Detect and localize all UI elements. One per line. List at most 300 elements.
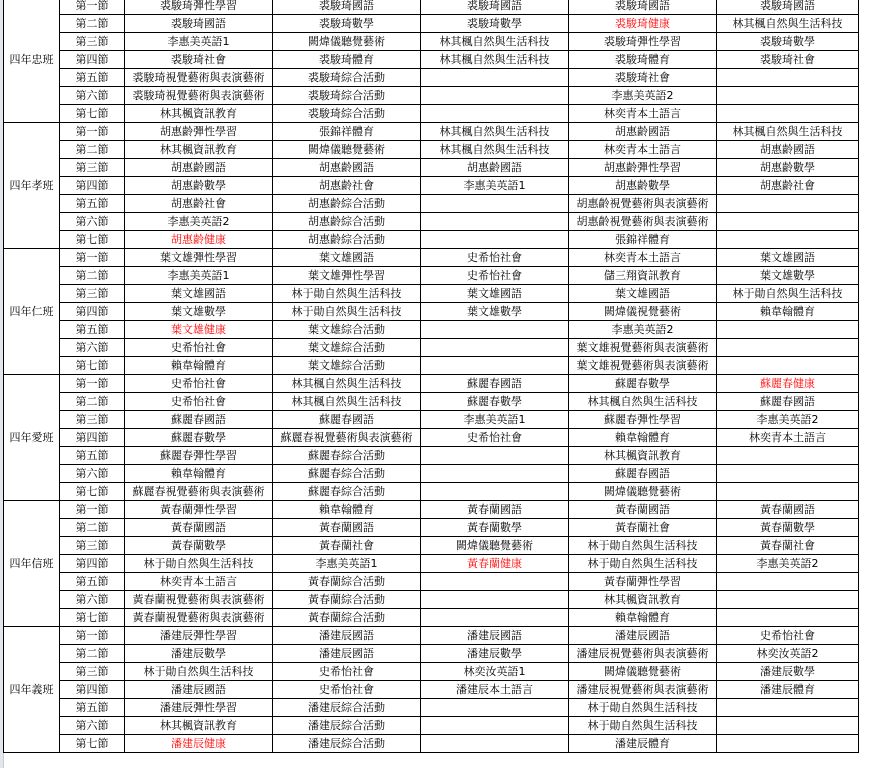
- day4-cell[interactable]: 胡惠齡視覺藝術與表演藝術: [569, 213, 717, 231]
- day1-cell[interactable]: 胡惠齡國語: [125, 159, 273, 177]
- period-cell[interactable]: 第五節: [60, 321, 125, 339]
- day5-cell[interactable]: [717, 609, 859, 627]
- day3-cell[interactable]: [421, 609, 569, 627]
- timetable-row: [4, 357, 859, 375]
- period-cell[interactable]: 第七節: [60, 357, 125, 375]
- day1-cell[interactable]: 林奕青本土語言: [125, 573, 273, 591]
- day4-cell[interactable]: 黃春蘭社會: [569, 519, 717, 537]
- period-cell[interactable]: 第二節: [60, 15, 125, 33]
- day4-cell[interactable]: 林于勛自然與生活科技: [569, 537, 717, 555]
- day1-cell[interactable]: 賴韋翰體育: [125, 465, 273, 483]
- timetable-row: [4, 519, 859, 537]
- timetable-row: [4, 231, 859, 249]
- day3-cell[interactable]: 裘駿琦數學: [421, 15, 569, 33]
- period-cell[interactable]: 第二節: [60, 267, 125, 285]
- day3-cell[interactable]: [421, 339, 569, 357]
- timetable-row: [4, 375, 859, 393]
- day5-cell[interactable]: [717, 339, 859, 357]
- class-name-cell[interactable]: 四年愛班: [4, 375, 60, 501]
- day4-cell[interactable]: 黃春蘭彈性學習: [569, 573, 717, 591]
- day5-cell[interactable]: [717, 357, 859, 375]
- day1-cell[interactable]: 葉文雄彈性學習: [125, 249, 273, 267]
- timetable-row: [4, 213, 859, 231]
- day3-cell[interactable]: [421, 105, 569, 123]
- day3-cell[interactable]: 闕煒儀聽覺藝術: [421, 537, 569, 555]
- day4-cell[interactable]: 蘇麗春彈性學習: [569, 411, 717, 429]
- day1-cell[interactable]: 潘建辰彈性學習: [125, 699, 273, 717]
- period-cell[interactable]: 第七節: [60, 735, 125, 753]
- day4-cell[interactable]: 潘建辰視覺藝術與表演藝術: [569, 681, 717, 699]
- day4-cell[interactable]: 李惠美英語2: [569, 87, 717, 105]
- day3-cell[interactable]: [421, 447, 569, 465]
- timetable-row: [4, 141, 859, 159]
- day4-cell[interactable]: 裘駿琦社會: [569, 69, 717, 87]
- day5-cell[interactable]: 胡惠齡數學: [717, 159, 859, 177]
- day2-cell[interactable]: 葉文雄國語: [273, 249, 421, 267]
- day3-cell[interactable]: 史希怡社會: [421, 429, 569, 447]
- period-cell[interactable]: 第七節: [60, 105, 125, 123]
- day3-cell[interactable]: [421, 69, 569, 87]
- day2-cell[interactable]: 胡惠齡社會: [273, 177, 421, 195]
- day3-cell[interactable]: [421, 591, 569, 609]
- day1-cell[interactable]: 裘駿琦社會: [125, 51, 273, 69]
- day2-cell[interactable]: 裘駿琦綜合活動: [273, 105, 421, 123]
- timetable-row: [4, 267, 859, 285]
- day5-cell[interactable]: 林其楓自然與生活科技: [717, 15, 859, 33]
- day1-cell[interactable]: 林于勛自然與生活科技: [125, 663, 273, 681]
- day4-cell[interactable]: 賴韋翰體育: [569, 429, 717, 447]
- day3-cell[interactable]: 蘇麗春國語: [421, 375, 569, 393]
- day3-cell[interactable]: 史希怡社會: [421, 267, 569, 285]
- day3-cell[interactable]: 林其楓自然與生活科技: [421, 33, 569, 51]
- period-cell[interactable]: 第一節: [60, 123, 125, 141]
- day3-cell[interactable]: [421, 87, 569, 105]
- day5-cell[interactable]: 葉文雄國語: [717, 249, 859, 267]
- day3-cell[interactable]: [421, 699, 569, 717]
- day2-cell[interactable]: 潘建辰綜合活動: [273, 735, 421, 753]
- timetable-row: [4, 249, 859, 267]
- period-cell[interactable]: 第六節: [60, 717, 125, 735]
- timetable-row: [4, 681, 859, 699]
- day4-cell[interactable]: 胡惠齡彈性學習: [569, 159, 717, 177]
- day5-cell[interactable]: [717, 231, 859, 249]
- day4-cell[interactable]: 葉文雄視覺藝術與表演藝術: [569, 357, 717, 375]
- day2-cell[interactable]: 史希怡社會: [273, 663, 421, 681]
- day5-cell[interactable]: [717, 447, 859, 465]
- day2-cell[interactable]: 胡惠齡綜合活動: [273, 195, 421, 213]
- day1-cell[interactable]: 裘駿琦彈性學習: [125, 0, 273, 15]
- timetable-row: [4, 105, 859, 123]
- day3-cell[interactable]: 潘建辰本土語言: [421, 681, 569, 699]
- day3-cell[interactable]: 林其楓自然與生活科技: [421, 141, 569, 159]
- day4-cell[interactable]: 裘駿琦健康: [569, 15, 717, 33]
- day4-cell[interactable]: 裘駿琦體育: [569, 51, 717, 69]
- day5-cell[interactable]: 裘駿琦國語: [717, 0, 859, 15]
- day4-cell[interactable]: 林于勛自然與生活科技: [569, 717, 717, 735]
- timetable-row: [4, 429, 859, 447]
- day2-cell[interactable]: 林其楓自然與生活科技: [273, 393, 421, 411]
- day5-cell[interactable]: 葉文雄數學: [717, 267, 859, 285]
- timetable-row: [4, 33, 859, 51]
- timetable-row: [4, 717, 859, 735]
- day1-cell[interactable]: 胡惠齡社會: [125, 195, 273, 213]
- period-cell[interactable]: 第五節: [60, 447, 125, 465]
- day3-cell[interactable]: 葉文雄數學: [421, 303, 569, 321]
- day2-cell[interactable]: 黃春蘭國語: [273, 519, 421, 537]
- timetable-row: [4, 51, 859, 69]
- day1-cell[interactable]: 李惠美英語1: [125, 267, 273, 285]
- period-cell[interactable]: 第三節: [60, 537, 125, 555]
- day4-cell[interactable]: 胡惠齡視覺藝術與表演藝術: [569, 195, 717, 213]
- period-cell[interactable]: 第六節: [60, 465, 125, 483]
- timetable-row: [4, 699, 859, 717]
- timetable-row: [4, 87, 859, 105]
- day1-cell[interactable]: 史希怡社會: [125, 393, 273, 411]
- period-cell[interactable]: 第二節: [60, 141, 125, 159]
- day4-cell[interactable]: 蘇麗春國語: [569, 465, 717, 483]
- day5-cell[interactable]: 黃春蘭數學: [717, 519, 859, 537]
- class-name-cell[interactable]: 四年義班: [4, 627, 60, 753]
- period-cell[interactable]: 第三節: [60, 411, 125, 429]
- period-cell[interactable]: 第二節: [60, 519, 125, 537]
- day1-cell[interactable]: 裘駿琦視覺藝術與表演藝術: [125, 87, 273, 105]
- day2-cell[interactable]: 蘇麗春視覺藝術與表演藝術: [273, 429, 421, 447]
- day1-cell[interactable]: 蘇麗春視覺藝術與表演藝術: [125, 483, 273, 501]
- day5-cell[interactable]: 胡惠齡社會: [717, 177, 859, 195]
- day1-cell[interactable]: 葉文雄數學: [125, 303, 273, 321]
- day4-cell[interactable]: 葉文雄國語: [569, 285, 717, 303]
- period-cell[interactable]: 第一節: [60, 0, 125, 15]
- day5-cell[interactable]: [717, 69, 859, 87]
- day2-cell[interactable]: 蘇麗春國語: [273, 411, 421, 429]
- day3-cell[interactable]: 潘建辰國語: [421, 627, 569, 645]
- timetable-row: [4, 69, 859, 87]
- day5-cell[interactable]: 李惠美英語2: [717, 555, 859, 573]
- day4-cell[interactable]: 闕煒儀聽覺藝術: [569, 663, 717, 681]
- period-cell[interactable]: 第七節: [60, 609, 125, 627]
- period-cell[interactable]: 第一節: [60, 375, 125, 393]
- period-cell[interactable]: 第三節: [60, 663, 125, 681]
- day1-cell[interactable]: 葉文雄國語: [125, 285, 273, 303]
- day5-cell[interactable]: [717, 105, 859, 123]
- period-cell[interactable]: 第七節: [60, 483, 125, 501]
- period-cell[interactable]: 第六節: [60, 339, 125, 357]
- day1-cell[interactable]: 蘇麗春彈性學習: [125, 447, 273, 465]
- day5-cell[interactable]: [717, 591, 859, 609]
- day3-cell[interactable]: [421, 483, 569, 501]
- day4-cell[interactable]: 儲三翔資訊教育: [569, 267, 717, 285]
- class-name-cell[interactable]: 四年孝班: [4, 123, 60, 249]
- day3-cell[interactable]: 潘建辰數學: [421, 645, 569, 663]
- day3-cell[interactable]: 史希怡社會: [421, 249, 569, 267]
- day5-cell[interactable]: 林于勛自然與生活科技: [717, 285, 859, 303]
- timetable-row: [4, 321, 859, 339]
- day5-cell[interactable]: 黃春蘭國語: [717, 501, 859, 519]
- day2-cell[interactable]: 潘建辰國語: [273, 627, 421, 645]
- day3-cell[interactable]: [421, 231, 569, 249]
- period-cell[interactable]: 第六節: [60, 213, 125, 231]
- day4-cell[interactable]: 蘇麗春數學: [569, 375, 717, 393]
- day2-cell[interactable]: 裘駿琦綜合活動: [273, 87, 421, 105]
- period-cell[interactable]: 第四節: [60, 681, 125, 699]
- timetable-grid: [3, 0, 859, 753]
- timetable-row: [4, 393, 859, 411]
- timetable-row: [4, 627, 859, 645]
- day3-cell[interactable]: 李惠美英語1: [421, 177, 569, 195]
- day5-cell[interactable]: 裘駿琦社會: [717, 51, 859, 69]
- period-cell[interactable]: 第二節: [60, 393, 125, 411]
- timetable-row: [4, 591, 859, 609]
- day1-cell[interactable]: 胡惠齡數學: [125, 177, 273, 195]
- day4-cell[interactable]: 林其楓資訊教育: [569, 447, 717, 465]
- period-cell[interactable]: 第四節: [60, 51, 125, 69]
- day2-cell[interactable]: 葉文雄綜合活動: [273, 339, 421, 357]
- day5-cell[interactable]: 林奕青本土語言: [717, 429, 859, 447]
- day1-cell[interactable]: 潘建辰國語: [125, 681, 273, 699]
- day3-cell[interactable]: [421, 573, 569, 591]
- day1-cell[interactable]: 黃春蘭彈性學習: [125, 501, 273, 519]
- day4-cell[interactable]: 黃春蘭國語: [569, 501, 717, 519]
- day5-cell[interactable]: 胡惠齡國語: [717, 141, 859, 159]
- period-cell[interactable]: 第五節: [60, 573, 125, 591]
- day1-cell[interactable]: 林其楓資訊教育: [125, 105, 273, 123]
- day2-cell[interactable]: 潘建辰綜合活動: [273, 717, 421, 735]
- period-cell[interactable]: 第一節: [60, 627, 125, 645]
- day5-cell[interactable]: [717, 699, 859, 717]
- day2-cell[interactable]: 蘇麗春綜合活動: [273, 447, 421, 465]
- day5-cell[interactable]: 潘建辰數學: [717, 663, 859, 681]
- day4-cell[interactable]: 賴韋翰體育: [569, 609, 717, 627]
- day4-cell[interactable]: 林其楓資訊教育: [569, 591, 717, 609]
- period-cell[interactable]: 第三節: [60, 285, 125, 303]
- day3-cell[interactable]: [421, 717, 569, 735]
- day4-cell[interactable]: 張錦祥體育: [569, 231, 717, 249]
- day2-cell[interactable]: 裘駿琦體育: [273, 51, 421, 69]
- timetable-row: [4, 573, 859, 591]
- timetable-row: [4, 483, 859, 501]
- day3-cell[interactable]: [421, 465, 569, 483]
- period-cell[interactable]: 第三節: [60, 159, 125, 177]
- day5-cell[interactable]: 史希怡社會: [717, 627, 859, 645]
- day5-cell[interactable]: 林奕汝英語2: [717, 645, 859, 663]
- day2-cell[interactable]: 蘇麗春綜合活動: [273, 465, 421, 483]
- day1-cell[interactable]: 潘建辰健康: [125, 735, 273, 753]
- day2-cell[interactable]: 葉文雄彈性學習: [273, 267, 421, 285]
- day3-cell[interactable]: 蘇麗春數學: [421, 393, 569, 411]
- day5-cell[interactable]: 林其楓自然與生活科技: [717, 123, 859, 141]
- day5-cell[interactable]: [717, 321, 859, 339]
- day3-cell[interactable]: 李惠美英語1: [421, 411, 569, 429]
- timetable-row: [4, 285, 859, 303]
- day2-cell[interactable]: 賴韋翰體育: [273, 501, 421, 519]
- day3-cell[interactable]: 裘駿琦國語: [421, 0, 569, 15]
- day2-cell[interactable]: 胡惠齡綜合活動: [273, 213, 421, 231]
- period-cell[interactable]: 第六節: [60, 591, 125, 609]
- period-cell[interactable]: 第五節: [60, 699, 125, 717]
- day3-cell[interactable]: [421, 213, 569, 231]
- period-cell[interactable]: 第四節: [60, 177, 125, 195]
- day5-cell[interactable]: 蘇麗春國語: [717, 393, 859, 411]
- day5-cell[interactable]: [717, 573, 859, 591]
- day1-cell[interactable]: 胡惠齡健康: [125, 231, 273, 249]
- day5-cell[interactable]: 李惠美英語2: [717, 411, 859, 429]
- timetable-row: [4, 735, 859, 753]
- day1-cell[interactable]: 潘建辰彈性學習: [125, 627, 273, 645]
- class-name-cell[interactable]: 四年仁班: [4, 249, 60, 375]
- period-cell[interactable]: 第三節: [60, 33, 125, 51]
- day1-cell[interactable]: 林于勛自然與生活科技: [125, 555, 273, 573]
- day3-cell[interactable]: 黃春蘭健康: [421, 555, 569, 573]
- day1-cell[interactable]: 黃春蘭視覺藝術與表演藝術: [125, 591, 273, 609]
- timetable-row: [4, 159, 859, 177]
- timetable-row: [4, 303, 859, 321]
- day2-cell[interactable]: 黃春蘭綜合活動: [273, 609, 421, 627]
- day2-cell[interactable]: 林于勛自然與生活科技: [273, 285, 421, 303]
- period-cell[interactable]: 第五節: [60, 69, 125, 87]
- day5-cell[interactable]: 潘建辰體育: [717, 681, 859, 699]
- timetable-row: [4, 195, 859, 213]
- day1-cell[interactable]: 史希怡社會: [125, 375, 273, 393]
- day5-cell[interactable]: [717, 213, 859, 231]
- day3-cell[interactable]: [421, 357, 569, 375]
- day3-cell[interactable]: [421, 321, 569, 339]
- day4-cell[interactable]: 林其楓自然與生活科技: [569, 393, 717, 411]
- day5-cell[interactable]: [717, 717, 859, 735]
- day2-cell[interactable]: 葉文雄綜合活動: [273, 321, 421, 339]
- day1-cell[interactable]: 李惠美英語2: [125, 213, 273, 231]
- day4-cell[interactable]: 裘駿琦彈性學習: [569, 33, 717, 51]
- day1-cell[interactable]: 裘駿琦視覺藝術與表演藝術: [125, 69, 273, 87]
- timetable-row: [4, 15, 859, 33]
- day3-cell[interactable]: 葉文雄國語: [421, 285, 569, 303]
- day2-cell[interactable]: 黃春蘭綜合活動: [273, 591, 421, 609]
- period-cell[interactable]: 第四節: [60, 303, 125, 321]
- day4-cell[interactable]: 闕煒儀視覺藝術: [569, 303, 717, 321]
- period-cell[interactable]: 第六節: [60, 87, 125, 105]
- timetable-row: [4, 537, 859, 555]
- day4-cell[interactable]: 林于勛自然與生活科技: [569, 699, 717, 717]
- day5-cell[interactable]: [717, 735, 859, 753]
- day2-cell[interactable]: 闕煒儀聽覺藝術: [273, 33, 421, 51]
- day5-cell[interactable]: 賴韋翰體育: [717, 303, 859, 321]
- day3-cell[interactable]: [421, 735, 569, 753]
- timetable-row: [4, 177, 859, 195]
- day2-cell[interactable]: 裘駿琦國語: [273, 0, 421, 15]
- class-name-cell[interactable]: 四年信班: [4, 501, 60, 627]
- day2-cell[interactable]: 林于勛自然與生活科技: [273, 303, 421, 321]
- period-cell[interactable]: 第一節: [60, 501, 125, 519]
- timetable-row: [4, 609, 859, 627]
- day4-cell[interactable]: 裘駿琦國語: [569, 0, 717, 15]
- timetable-row: [4, 339, 859, 357]
- period-cell[interactable]: 第七節: [60, 231, 125, 249]
- day4-cell[interactable]: 潘建辰視覺藝術與表演藝術: [569, 645, 717, 663]
- day5-cell[interactable]: [717, 465, 859, 483]
- day3-cell[interactable]: 胡惠齡國語: [421, 159, 569, 177]
- period-cell[interactable]: 第五節: [60, 195, 125, 213]
- timetable-row: [4, 123, 859, 141]
- day2-cell[interactable]: 李惠美英語1: [273, 555, 421, 573]
- day4-cell[interactable]: 闕煒儀聽覺藝術: [569, 483, 717, 501]
- timetable-row: [4, 447, 859, 465]
- period-cell[interactable]: 第一節: [60, 249, 125, 267]
- day2-cell[interactable]: 林其楓自然與生活科技: [273, 375, 421, 393]
- day5-cell[interactable]: 裘駿琦數學: [717, 33, 859, 51]
- day4-cell[interactable]: 林奕青本土語言: [569, 105, 717, 123]
- day5-cell[interactable]: 黃春蘭社會: [717, 537, 859, 555]
- period-cell[interactable]: 第四節: [60, 429, 125, 447]
- day1-cell[interactable]: 黃春蘭視覺藝術與表演藝術: [125, 609, 273, 627]
- timetable-row: [4, 555, 859, 573]
- class-name-cell[interactable]: 四年忠班: [4, 0, 60, 123]
- period-cell[interactable]: 第四節: [60, 555, 125, 573]
- day4-cell[interactable]: 李惠美英語2: [569, 321, 717, 339]
- day3-cell[interactable]: 林其楓自然與生活科技: [421, 123, 569, 141]
- day2-cell[interactable]: 黃春蘭社會: [273, 537, 421, 555]
- day1-cell[interactable]: 賴韋翰體育: [125, 357, 273, 375]
- day2-cell[interactable]: 潘建辰綜合活動: [273, 699, 421, 717]
- day2-cell[interactable]: 張錦祥體育: [273, 123, 421, 141]
- day2-cell[interactable]: 黃春蘭綜合活動: [273, 573, 421, 591]
- day2-cell[interactable]: 闕煒儀聽覺藝術: [273, 141, 421, 159]
- day2-cell[interactable]: 裘駿琦數學: [273, 15, 421, 33]
- day3-cell[interactable]: [421, 195, 569, 213]
- day2-cell[interactable]: 葉文雄綜合活動: [273, 357, 421, 375]
- day2-cell[interactable]: 裘駿琦綜合活動: [273, 69, 421, 87]
- day1-cell[interactable]: 胡惠齡彈性學習: [125, 123, 273, 141]
- day1-cell[interactable]: 蘇麗春國語: [125, 411, 273, 429]
- day4-cell[interactable]: 胡惠齡國語: [569, 123, 717, 141]
- timetable-row: [4, 411, 859, 429]
- day1-cell[interactable]: 裘駿琦國語: [125, 15, 273, 33]
- day1-cell[interactable]: 黃春蘭國語: [125, 519, 273, 537]
- day1-cell[interactable]: 史希怡社會: [125, 339, 273, 357]
- day4-cell[interactable]: 葉文雄視覺藝術與表演藝術: [569, 339, 717, 357]
- day4-cell[interactable]: 林奕青本土語言: [569, 249, 717, 267]
- day4-cell[interactable]: 潘建辰體育: [569, 735, 717, 753]
- timetable-row: [4, 663, 859, 681]
- day2-cell[interactable]: 潘建辰國語: [273, 645, 421, 663]
- day2-cell[interactable]: 蘇麗春綜合活動: [273, 483, 421, 501]
- day2-cell[interactable]: 胡惠齡國語: [273, 159, 421, 177]
- day4-cell[interactable]: 林奕青本土語言: [569, 141, 717, 159]
- day2-cell[interactable]: 胡惠齡綜合活動: [273, 231, 421, 249]
- day1-cell[interactable]: 林其楓資訊教育: [125, 717, 273, 735]
- day3-cell[interactable]: 林奕汝英語1: [421, 663, 569, 681]
- timetable-row: [4, 645, 859, 663]
- day1-cell[interactable]: 潘建辰數學: [125, 645, 273, 663]
- day1-cell[interactable]: 李惠美英語1: [125, 33, 273, 51]
- day4-cell[interactable]: 林于勛自然與生活科技: [569, 555, 717, 573]
- day3-cell[interactable]: 黃春蘭國語: [421, 501, 569, 519]
- day2-cell[interactable]: 史希怡社會: [273, 681, 421, 699]
- day5-cell[interactable]: 蘇麗春健康: [717, 375, 859, 393]
- timetable-row: [4, 465, 859, 483]
- timetable-row: [4, 501, 859, 519]
- day1-cell[interactable]: 林其楓資訊教育: [125, 141, 273, 159]
- day5-cell[interactable]: [717, 87, 859, 105]
- day3-cell[interactable]: 林其楓自然與生活科技: [421, 51, 569, 69]
- day3-cell[interactable]: 黃春蘭數學: [421, 519, 569, 537]
- day5-cell[interactable]: [717, 195, 859, 213]
- day1-cell[interactable]: 葉文雄健康: [125, 321, 273, 339]
- day5-cell[interactable]: [717, 483, 859, 501]
- day4-cell[interactable]: 胡惠齡數學: [569, 177, 717, 195]
- day4-cell[interactable]: 潘建辰國語: [569, 627, 717, 645]
- day1-cell[interactable]: 黃春蘭數學: [125, 537, 273, 555]
- period-cell[interactable]: 第二節: [60, 645, 125, 663]
- day1-cell[interactable]: 蘇麗春數學: [125, 429, 273, 447]
